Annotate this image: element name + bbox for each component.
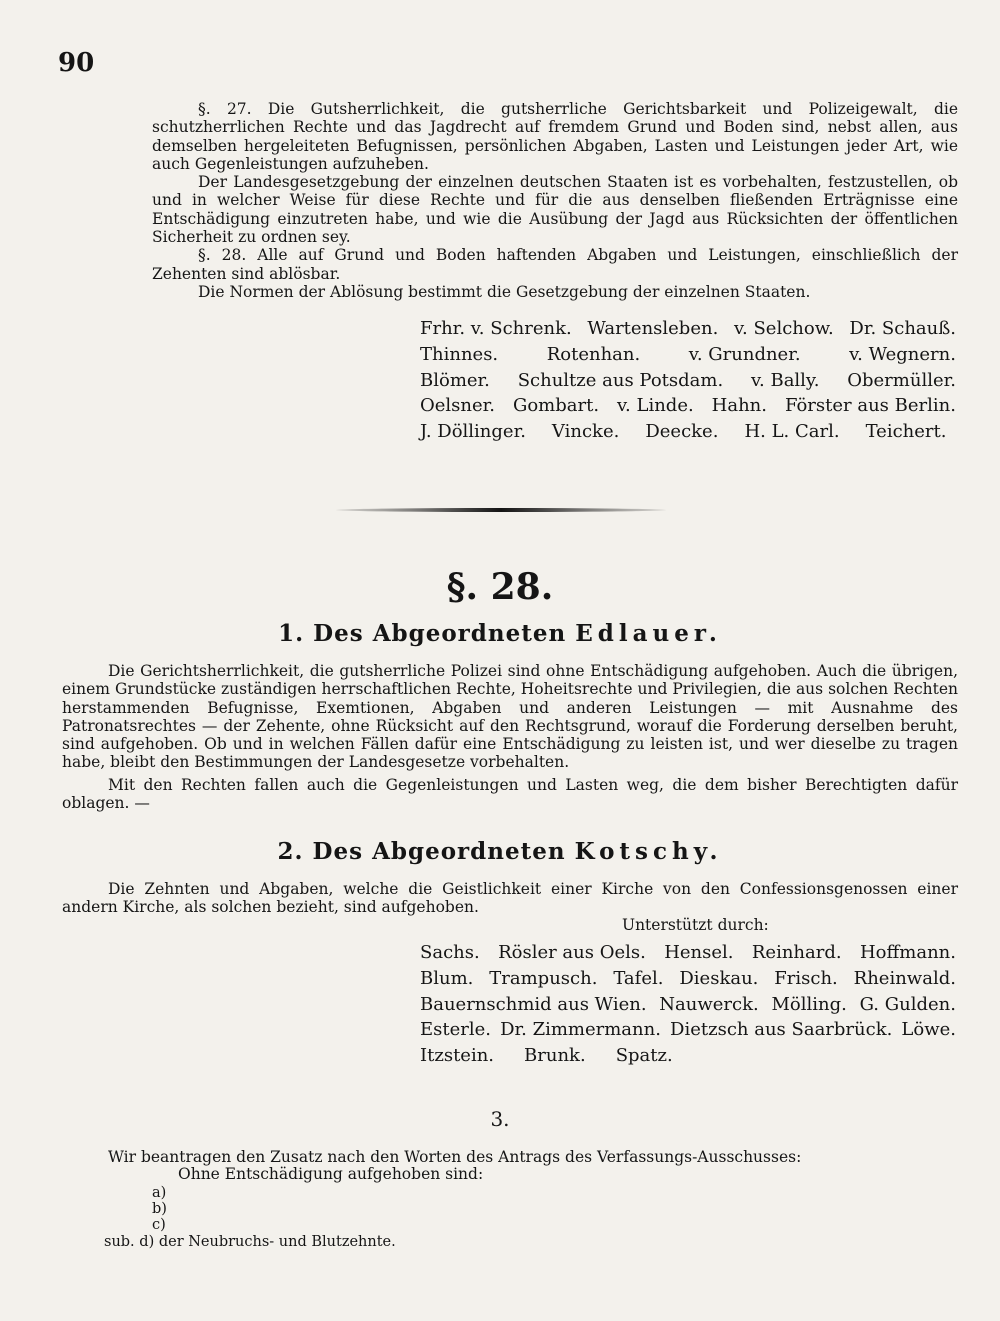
signers-list-2 [420, 940, 956, 1069]
signer: Gombart. [512, 395, 600, 417]
signer: Trampusch. [489, 967, 598, 989]
motion-3 [108, 1148, 958, 1166]
signer: G. Gulden. [859, 993, 956, 1015]
signer: Deecke. [645, 421, 719, 443]
signer: Dietzsch aus Saarbrück. [670, 1019, 893, 1041]
signer: Itzstein. [420, 1045, 495, 1067]
subheading-1-label: 1. Des Abgeordneten [278, 620, 567, 647]
signer: Teichert. [865, 421, 947, 443]
signer: Thinnes. [420, 343, 499, 365]
signer: J. Döllinger. [420, 421, 526, 443]
list-item-prefix: sub. [104, 1233, 135, 1250]
list-item-label: a) [152, 1185, 167, 1201]
signer: Schultze aus Potsdam. [517, 369, 724, 391]
signer: Rösler aus Oels. [498, 942, 646, 963]
motion-2-text: Die Zehnten und Abgaben, welche die Geistlichkeit einer Kirche von den Confessionsgenossen einer andern Kirche, als solchen bezieht, sind aufgehoben. [62, 880, 958, 917]
signer-row [420, 966, 956, 992]
list-item [152, 1217, 396, 1233]
subheading-2 [0, 838, 1000, 865]
paragraph-27 [152, 100, 958, 301]
signer: Oelsner. [420, 395, 495, 417]
signer: H. L. Carl. [744, 421, 840, 443]
signers-list-1 [420, 316, 956, 445]
motion-1-text-2: Mit den Rechten fallen auch die Gegenleistungen und Lasten weg, die dem bisher Berechtigten dafür oblagen. — [62, 775, 958, 813]
signer: Förster aus Berlin. [784, 395, 956, 417]
list-item-label: b) [152, 1201, 167, 1218]
signer: Spatz. [615, 1045, 673, 1067]
signer: Esterle. [420, 1019, 491, 1041]
signer: Frhr. v. Schrenk. [420, 318, 572, 339]
signer-row [420, 1043, 956, 1069]
page-number: 90 [58, 48, 95, 78]
signer: Rotenhan. [546, 343, 641, 365]
para-28-note: Die Normen der Ablösung bestimmt die Gesetzgebung der einzelnen Staaten. [198, 282, 811, 301]
signer: Vincke. [551, 421, 620, 443]
signer: v. Selchow. [733, 318, 834, 339]
signer: Hensel. [664, 942, 734, 963]
signer: Tafel. [613, 967, 664, 989]
signer: Hoffmann. [859, 942, 956, 963]
subheading-1 [0, 620, 1000, 647]
para-27-note: Der Landesgesetzgebung der einzelnen deutschen Staaten ist es vorbehalten, festzustellen, ob und in welcher Weise für diese Rechte und für die aus denselben fließenden Erträgnisse eine Entschädigung einzutreten habe, und wie die Ausübung der Jagd aus Rücksichten der öffentlichen Sicherheit zu ordnen sey. [152, 173, 958, 247]
list-item [104, 1234, 396, 1250]
signer-row [420, 419, 956, 445]
signer: Blömer. [420, 369, 490, 391]
signer: v. Linde. [617, 395, 694, 417]
signer: v. Wegnern. [849, 343, 956, 365]
signer: Bauernschmid aus Wien. [420, 993, 647, 1015]
signer-row [420, 940, 956, 966]
list-item-label: c) [152, 1217, 166, 1234]
motion-3-text: Wir beantragen den Zusatz nach den Worten des Antrags des Verfassungs-Ausschusses: [108, 1148, 802, 1166]
subheading-2-label: 2. Des Abgeordneten [277, 838, 566, 865]
motion-1-text: Die Gerichtsherrlichkeit, die gutsherrliche Polizei sind ohne Entschädigung aufgehoben. Auch die übrigen, einem Grundstücke zuständigen herrschaftlichen Rechte, Hoheitsrechte und Privilegien, die aus solchen Rechten herstammenden Befugnisse, Exemtionen, Abgaben und anderen Leistungen — mit Ausnahme des Patronatsrechtes — der Zehente, ohne Rücksicht auf den Rechtsgrund, worauf die Forderung derselben beruht, sind aufgehoben. Ob und in welchen Fällen dafür eine Entschädigung zu leisten ist, und wer dieselbe zu tragen habe, bleibt den Bestimmungen der Landesgesetze vorbehalten. [62, 662, 958, 772]
signer: Blum. [420, 967, 474, 989]
subheading-2-name: Kotschy. [574, 838, 723, 865]
subheading-1-name: Edlauer. [575, 620, 722, 647]
list-item [152, 1185, 396, 1201]
signer: Mölling. [771, 993, 847, 1015]
signer: Wartensleben. [587, 318, 719, 339]
signer: Frisch. [774, 967, 838, 989]
signer-row [420, 1017, 956, 1043]
signer: v. Grundner. [688, 343, 801, 365]
signer: Sachs. [420, 942, 480, 963]
supported-by-label: Unterstützt durch: [622, 916, 769, 934]
signer: Nauwerck. [659, 993, 759, 1015]
signer-row [420, 992, 956, 1018]
list-item-label: d) der Neubruchs- und Blutzehnte. [139, 1233, 396, 1250]
signer: Brunk. [524, 1045, 586, 1067]
para-28-text: §. 28. Alle auf Grund und Boden haftenden Abgaben und Leistungen, einschließlich der Zehenten sind ablösbar. [152, 246, 958, 283]
signer: Dr. Zimmermann. [500, 1019, 661, 1041]
signer: Dr. Schauß. [849, 318, 956, 339]
signer: v. Bally. [750, 369, 820, 391]
signer: Dieskau. [679, 967, 759, 989]
subheading-3: 3. [490, 1107, 510, 1131]
signer: Löwe. [901, 1019, 956, 1041]
motion-3-quote: Ohne Entschädigung aufgehoben sind: [178, 1165, 484, 1183]
signer-row [420, 342, 956, 368]
motion-1 [62, 662, 958, 812]
section-heading: §. 28. [446, 566, 554, 608]
signer: Obermüller. [847, 369, 956, 391]
signer: Hahn. [711, 395, 767, 417]
signer-row [420, 316, 956, 342]
signer-row [420, 368, 956, 394]
list-item [152, 1201, 396, 1217]
signer: Rheinwald. [853, 967, 956, 989]
signer: Reinhard. [751, 942, 842, 963]
motion-2 [62, 880, 958, 917]
signer-row [420, 393, 956, 419]
decorative-rule [336, 508, 666, 512]
para-27-text: §. 27. Die Gutsherrlichkeit, die gutsherrliche Gerichtsbarkeit und Polizeigewalt, die schutzherrlichen Rechte und das Jagdrecht auf fremdem Grund und Boden sind, nebst allen, aus demselben hergeleiteten Befugnissen, persönlichen Abgaben, Lasten und Leistungen jeder Art, wie auch Gegenleistungen aufzuheben. [152, 100, 958, 173]
amendment-list [104, 1185, 396, 1250]
